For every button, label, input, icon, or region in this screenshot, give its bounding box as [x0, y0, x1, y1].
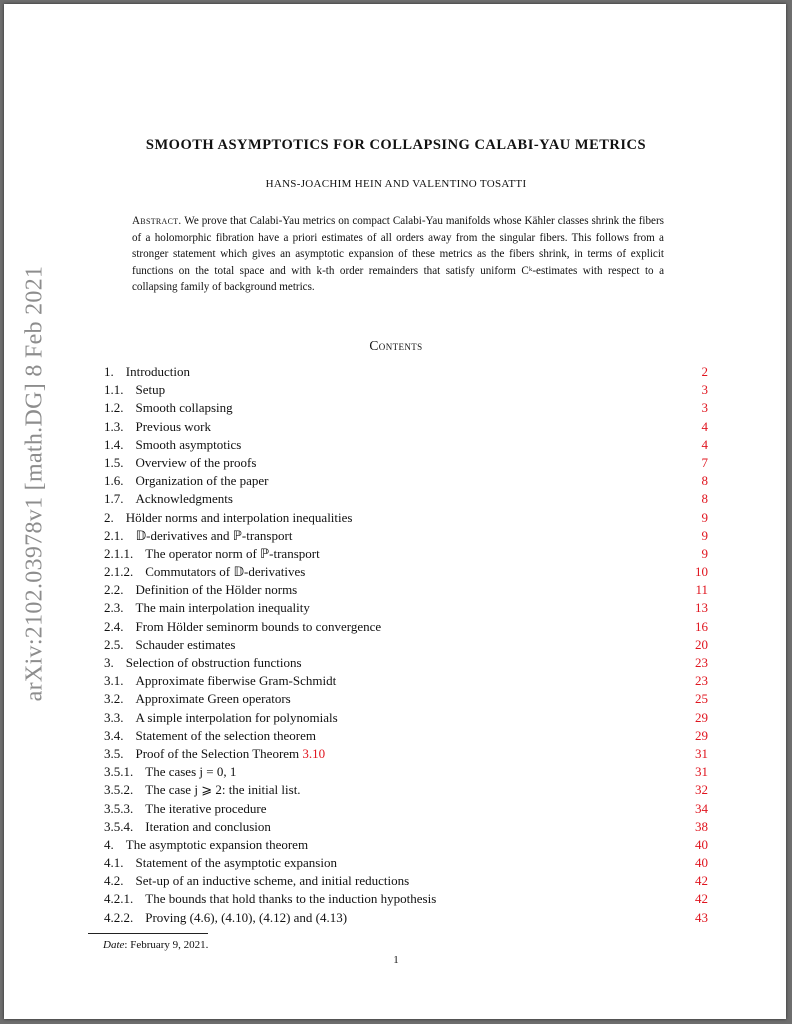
- toc-entry-page-link[interactable]: 34: [695, 800, 708, 816]
- toc-entry-title: The main interpolation inequality: [135, 600, 310, 616]
- toc-entry-number: 3.3.: [104, 709, 124, 725]
- footnote-rule: [88, 933, 208, 934]
- toc-entry-number: 4.2.: [104, 873, 124, 889]
- toc-entry[interactable]: [104, 636, 708, 654]
- toc-entry[interactable]: [104, 527, 708, 545]
- toc-entry-number: 2.5.: [104, 636, 124, 652]
- abstract-label: Abstract.: [132, 215, 182, 227]
- toc-entry-page-link[interactable]: 31: [695, 764, 708, 780]
- toc-entry-number: 4.2.2.: [104, 909, 134, 925]
- toc-entry-page-link[interactable]: 10: [695, 564, 708, 580]
- toc-entry-page-link[interactable]: 38: [695, 818, 708, 834]
- toc-entry[interactable]: [104, 599, 708, 617]
- footnote-text: : February 9, 2021.: [124, 939, 209, 951]
- toc-entry-title: Statement of the selection theorem: [135, 727, 316, 743]
- toc-entry-number: 3.: [104, 655, 114, 670]
- toc-entry-title: The asymptotic expansion theorem: [125, 836, 309, 852]
- toc-entry-title: From Hölder seminorm bounds to convergence: [135, 618, 382, 634]
- toc-entry[interactable]: [104, 363, 708, 381]
- toc-entry-title: Introduction: [125, 364, 191, 379]
- toc-entry[interactable]: [104, 872, 708, 890]
- page-number: 1: [393, 954, 399, 966]
- toc-entry-page-link[interactable]: 9: [701, 545, 708, 561]
- toc-entry[interactable]: [104, 909, 708, 927]
- toc-entry-title: Smooth collapsing: [135, 400, 233, 416]
- toc-entry-title: The operator norm of ℙ-transport: [145, 545, 320, 561]
- toc-entry-number: 1.7.: [104, 491, 124, 507]
- toc-entry-page-link[interactable]: 32: [695, 782, 708, 798]
- toc-entry[interactable]: [104, 418, 708, 436]
- toc-entry-number: 1.4.: [104, 436, 124, 452]
- toc-entry-title: Acknowledgments: [135, 491, 233, 507]
- toc-entry-number: 3.5.3.: [104, 800, 134, 816]
- toc-entry-number: 4.2.1.: [104, 891, 134, 907]
- toc-entry-number: 1.: [104, 364, 114, 379]
- toc-entry[interactable]: [104, 490, 708, 508]
- toc-entry-page-link[interactable]: 16: [695, 618, 708, 634]
- toc-entry-page-link[interactable]: 23: [695, 673, 708, 689]
- toc-entry-title: Approximate Green operators: [135, 691, 291, 707]
- paper-authors: HANS-JOACHIM HEIN AND VALENTINO TOSATTI: [265, 178, 527, 190]
- toc-entry-number: 3.1.: [104, 673, 124, 689]
- toc-entry-page-link[interactable]: 25: [695, 691, 708, 707]
- table-of-contents: [104, 363, 708, 927]
- toc-entry-title: Statement of the asymptotic expansion: [135, 855, 337, 871]
- toc-entry-page-link[interactable]: 31: [695, 745, 708, 761]
- toc-entry-title: Iteration and conclusion: [145, 818, 271, 834]
- toc-entry-page-link[interactable]: 23: [695, 655, 708, 670]
- toc-entry[interactable]: [104, 581, 708, 599]
- toc-entry-number: 1.2.: [104, 400, 124, 416]
- toc-entry-page-link[interactable]: 42: [695, 891, 708, 907]
- toc-entry-number: 2.4.: [104, 618, 124, 634]
- toc-entry-page-link[interactable]: 42: [695, 873, 708, 889]
- toc-entry-number: 4.1.: [104, 855, 124, 871]
- toc-entry[interactable]: [104, 472, 708, 490]
- toc-entry[interactable]: [104, 672, 708, 690]
- toc-entry[interactable]: [104, 890, 708, 908]
- toc-entry-number: 4.: [104, 836, 114, 852]
- toc-entry-title: The bounds that hold thanks to the induction hypothesis: [145, 891, 437, 907]
- toc-entry-title: Organization of the paper: [135, 473, 269, 489]
- toc-entry[interactable]: [104, 436, 708, 454]
- toc-entry-page-link[interactable]: 9: [701, 527, 708, 543]
- toc-entry-page-link[interactable]: 20: [695, 636, 708, 652]
- toc-entry[interactable]: [104, 381, 708, 399]
- toc-entry[interactable]: [104, 690, 708, 708]
- toc-entry-number: 1.1.: [104, 382, 124, 398]
- toc-entry-title: Hölder norms and interpolation inequalities: [125, 509, 353, 525]
- toc-entry-number: 2.3.: [104, 600, 124, 616]
- toc-entry-page-link[interactable]: 7: [701, 454, 708, 470]
- toc-entry[interactable]: [104, 781, 708, 799]
- abstract: [132, 213, 664, 296]
- toc-entry-page-link[interactable]: 8: [701, 491, 708, 507]
- toc-entry[interactable]: [104, 563, 708, 581]
- toc-entry-title: Schauder estimates: [135, 636, 236, 652]
- toc-entry-number: 3.5.4.: [104, 818, 134, 834]
- toc-entry[interactable]: [104, 454, 708, 472]
- toc-entry-page-link[interactable]: 8: [701, 473, 708, 489]
- toc-entry-title: Commutators of 𝔻-derivatives: [145, 564, 306, 580]
- toc-entry-title: Definition of the Hölder norms: [135, 582, 298, 598]
- toc-entry-title: A simple interpolation for polynomials: [135, 709, 338, 725]
- toc-entry-reference-link[interactable]: 3.10: [302, 745, 326, 761]
- toc-entry-number: 3.4.: [104, 727, 124, 743]
- toc-entry-title: Setup: [135, 382, 166, 398]
- toc-entry[interactable]: [104, 800, 708, 818]
- toc-entry-page-link[interactable]: 4: [701, 436, 708, 452]
- toc-entry-number: 3.5.2.: [104, 782, 134, 798]
- toc-entry-number: 1.5.: [104, 454, 124, 470]
- toc-entry-number: 3.2.: [104, 691, 124, 707]
- toc-entry[interactable]: [104, 763, 708, 781]
- arxiv-identifier[interactable]: arXiv:2102.03978v1 [math.DG] 8 Feb 2021: [21, 265, 48, 702]
- toc-entry-title: Proving (4.6), (4.10), (4.12) and (4.13): [145, 909, 348, 925]
- toc-entry-title: The iterative procedure: [145, 800, 267, 816]
- toc-entry-page-link[interactable]: 4: [701, 418, 708, 434]
- footnote-label: Date: [103, 939, 125, 951]
- toc-entry-page-link[interactable]: 29: [695, 709, 708, 725]
- toc-entry-title: The case j ⩾ 2: the initial list.: [145, 782, 301, 798]
- toc-entry[interactable]: [104, 545, 708, 563]
- toc-entry-page-link[interactable]: 3: [701, 382, 708, 398]
- toc-entry-page-link[interactable]: 11: [695, 582, 708, 598]
- toc-entry-page-link[interactable]: 13: [695, 600, 708, 616]
- toc-entry-number: 2.2.: [104, 582, 124, 598]
- toc-entry[interactable]: [104, 709, 708, 727]
- toc-entry[interactable]: [104, 836, 708, 854]
- toc-entry-page-link[interactable]: 29: [695, 727, 708, 743]
- toc-entry-title: Previous work: [135, 418, 211, 434]
- toc-entry-number: 1.3.: [104, 418, 124, 434]
- toc-entry[interactable]: [104, 399, 708, 417]
- toc-entry-title: 𝔻-derivatives and ℙ-transport: [135, 527, 293, 543]
- toc-entry-page-link[interactable]: 43: [695, 909, 708, 925]
- toc-entry[interactable]: [104, 509, 708, 527]
- toc-entry-title: Overview of the proofs: [135, 454, 257, 470]
- toc-entry-number: 2.1.: [104, 527, 124, 543]
- toc-entry-title: Selection of obstruction functions: [125, 655, 302, 670]
- toc-entry-title: The cases j = 0, 1: [145, 764, 237, 780]
- toc-entry[interactable]: [104, 618, 708, 636]
- toc-entry-title: Smooth asymptotics: [135, 436, 242, 452]
- toc-entry-page-link[interactable]: 40: [695, 836, 708, 852]
- toc-entry-number: 2.1.1.: [104, 545, 134, 561]
- toc-entry-number: 2.1.2.: [104, 564, 134, 580]
- toc-entry-page-link[interactable]: 3: [701, 400, 708, 416]
- toc-entry-number: 3.5.: [104, 745, 124, 761]
- toc-entry-number: 2.: [104, 509, 114, 525]
- toc-entry-number: 3.5.1.: [104, 764, 134, 780]
- toc-entry-number: 1.6.: [104, 473, 124, 489]
- toc-entry-title: Approximate fiberwise Gram-Schmidt: [135, 673, 337, 689]
- abstract-text: We prove that Calabi-Yau metrics on compact Calabi-Yau manifolds whose Kähler classes shrink the fibers of a holomorphic fibration have a priori estimates of all orders away from the singular fibers. This follows from a stronger statement which gives an asymptotic expansion of these metrics as the fibers shrink, in terms of explicit functions on the total space and with k-th order remainders that satisfy uniform Cᵏ-estimates with respect to a collapsing family of background metrics.: [132, 215, 664, 293]
- toc-entry[interactable]: [104, 745, 708, 763]
- toc-entry[interactable]: [104, 727, 708, 745]
- toc-entry-page-link[interactable]: 2: [701, 364, 708, 379]
- toc-entry-page-link[interactable]: 40: [695, 855, 708, 871]
- toc-entry-title: Set-up of an inductive scheme, and initial reductions: [135, 873, 410, 889]
- toc-entry[interactable]: [104, 854, 708, 872]
- date-footnote: [103, 939, 208, 951]
- toc-entry[interactable]: [104, 818, 708, 836]
- paper-title: SMOOTH ASYMPTOTICS FOR COLLAPSING CALABI-YAU METRICS: [145, 137, 647, 153]
- contents-heading: Contents: [369, 338, 423, 353]
- toc-entry-page-link[interactable]: 9: [701, 509, 708, 525]
- toc-entry[interactable]: [104, 654, 708, 672]
- toc-entry-title: Proof of the Selection Theorem: [135, 745, 300, 761]
